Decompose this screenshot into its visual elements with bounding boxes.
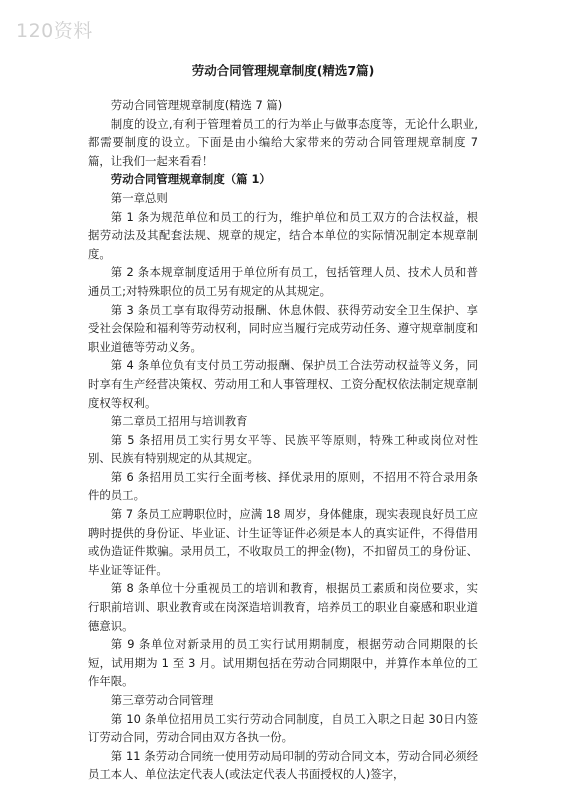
body-paragraph: 第 4 条单位负有支付员工劳动报酬、保护员工合法劳动权益等义务，同时享有生产经营决策权、劳动用工和人事管理权、工资分配权依法制定规章制度权等权利。 [88,358,478,410]
body-paragraph: 第 10 条单位招用员工实行劳动合同制度，自员工入职之日起 30日内签订劳动合同，劳动合同由双方各执一份。 [88,711,478,745]
body-paragraph: 制度的设立,有利于管理着员工的行为举止与做事态度等，无论什么职业,都需要制度的设立。下面是由小编给大家带来的劳动合同管理规章制度 7 篇，让我们一起来看看！ [88,116,478,168]
document-page [88,62,478,784]
watermark-text: 120资料 [16,20,93,42]
body-paragraph: 第 9 条单位对新录用的员工实行试用期制度，根据劳动合同期限的长短，试用期为 1 至 3 月。试用期包括在劳动合同期限中，并算作本单位的工作年限。 [88,637,478,689]
section-heading: 劳动合同管理规章制度（篇 1） [110,172,271,187]
body-paragraph: 第一章总则 [110,190,168,205]
body-paragraph: 第三章劳动合同管理 [110,693,214,707]
body-paragraph: 第 7 条员工应聘职位时，应满 18 周岁，身体健康，现实表现良好员工应聘时提供的身份证、毕业证、计生证等证件必须是本人的真实证件，不得借用或伪造证件欺骗。录用员工，不收取员工的押金(物)，不扣留员工的身份证、毕业证等证件。 [88,507,478,577]
body-paragraph: 第 3 条员工享有取得劳动报酬、休息休假、获得劳动安全卫生保护、享受社会保险和福利等劳动权利，同时应当履行完成劳动任务、遵守规章制度和职业道德等劳动义务。 [88,302,478,354]
document-title: 劳动合同管理规章制度(精选7篇) [191,63,375,78]
body-paragraph: 第 6 条招用员工实行全面考核、择优录用的原则，不招用不符合录用条件的员工。 [88,469,478,503]
document-body [88,96,478,784]
body-paragraph: 第 1 条为规范单位和员工的行为，维护单位和员工双方的合法权益，根据劳动法及其配套法规、规章的规定，结合本单位的实际情况制定本规章制度。 [88,209,478,261]
body-paragraph: 第 8 条单位十分重视员工的培训和教育，根据员工素质和岗位要求，实行职前培训、职业教育或在岗深造培训教育，培养员工的职业自豪感和职业道德意识。 [88,581,478,633]
body-paragraph: 第 11 条劳动合同统一使用劳动局印制的劳动合同文本，劳动合同必须经员工本人、单位法定代表人(或法定代表人书面授权的人)签字， [88,748,478,782]
body-paragraph: 第 5 条招用员工实行男女平等、民族平等原则，特殊工种或岗位对性别、民族有特别规定的从其规定。 [88,432,478,466]
body-paragraph: 第 2 条本规章制度适用于单位所有员工，包括管理人员、技术人员和普通员工;对特殊职位的员工另有规定的从其规定。 [88,265,478,298]
body-paragraph: 劳动合同管理规章制度(精选 7 篇) [110,98,283,112]
body-paragraph: 第二章员工招用与培训教育 [110,414,248,429]
